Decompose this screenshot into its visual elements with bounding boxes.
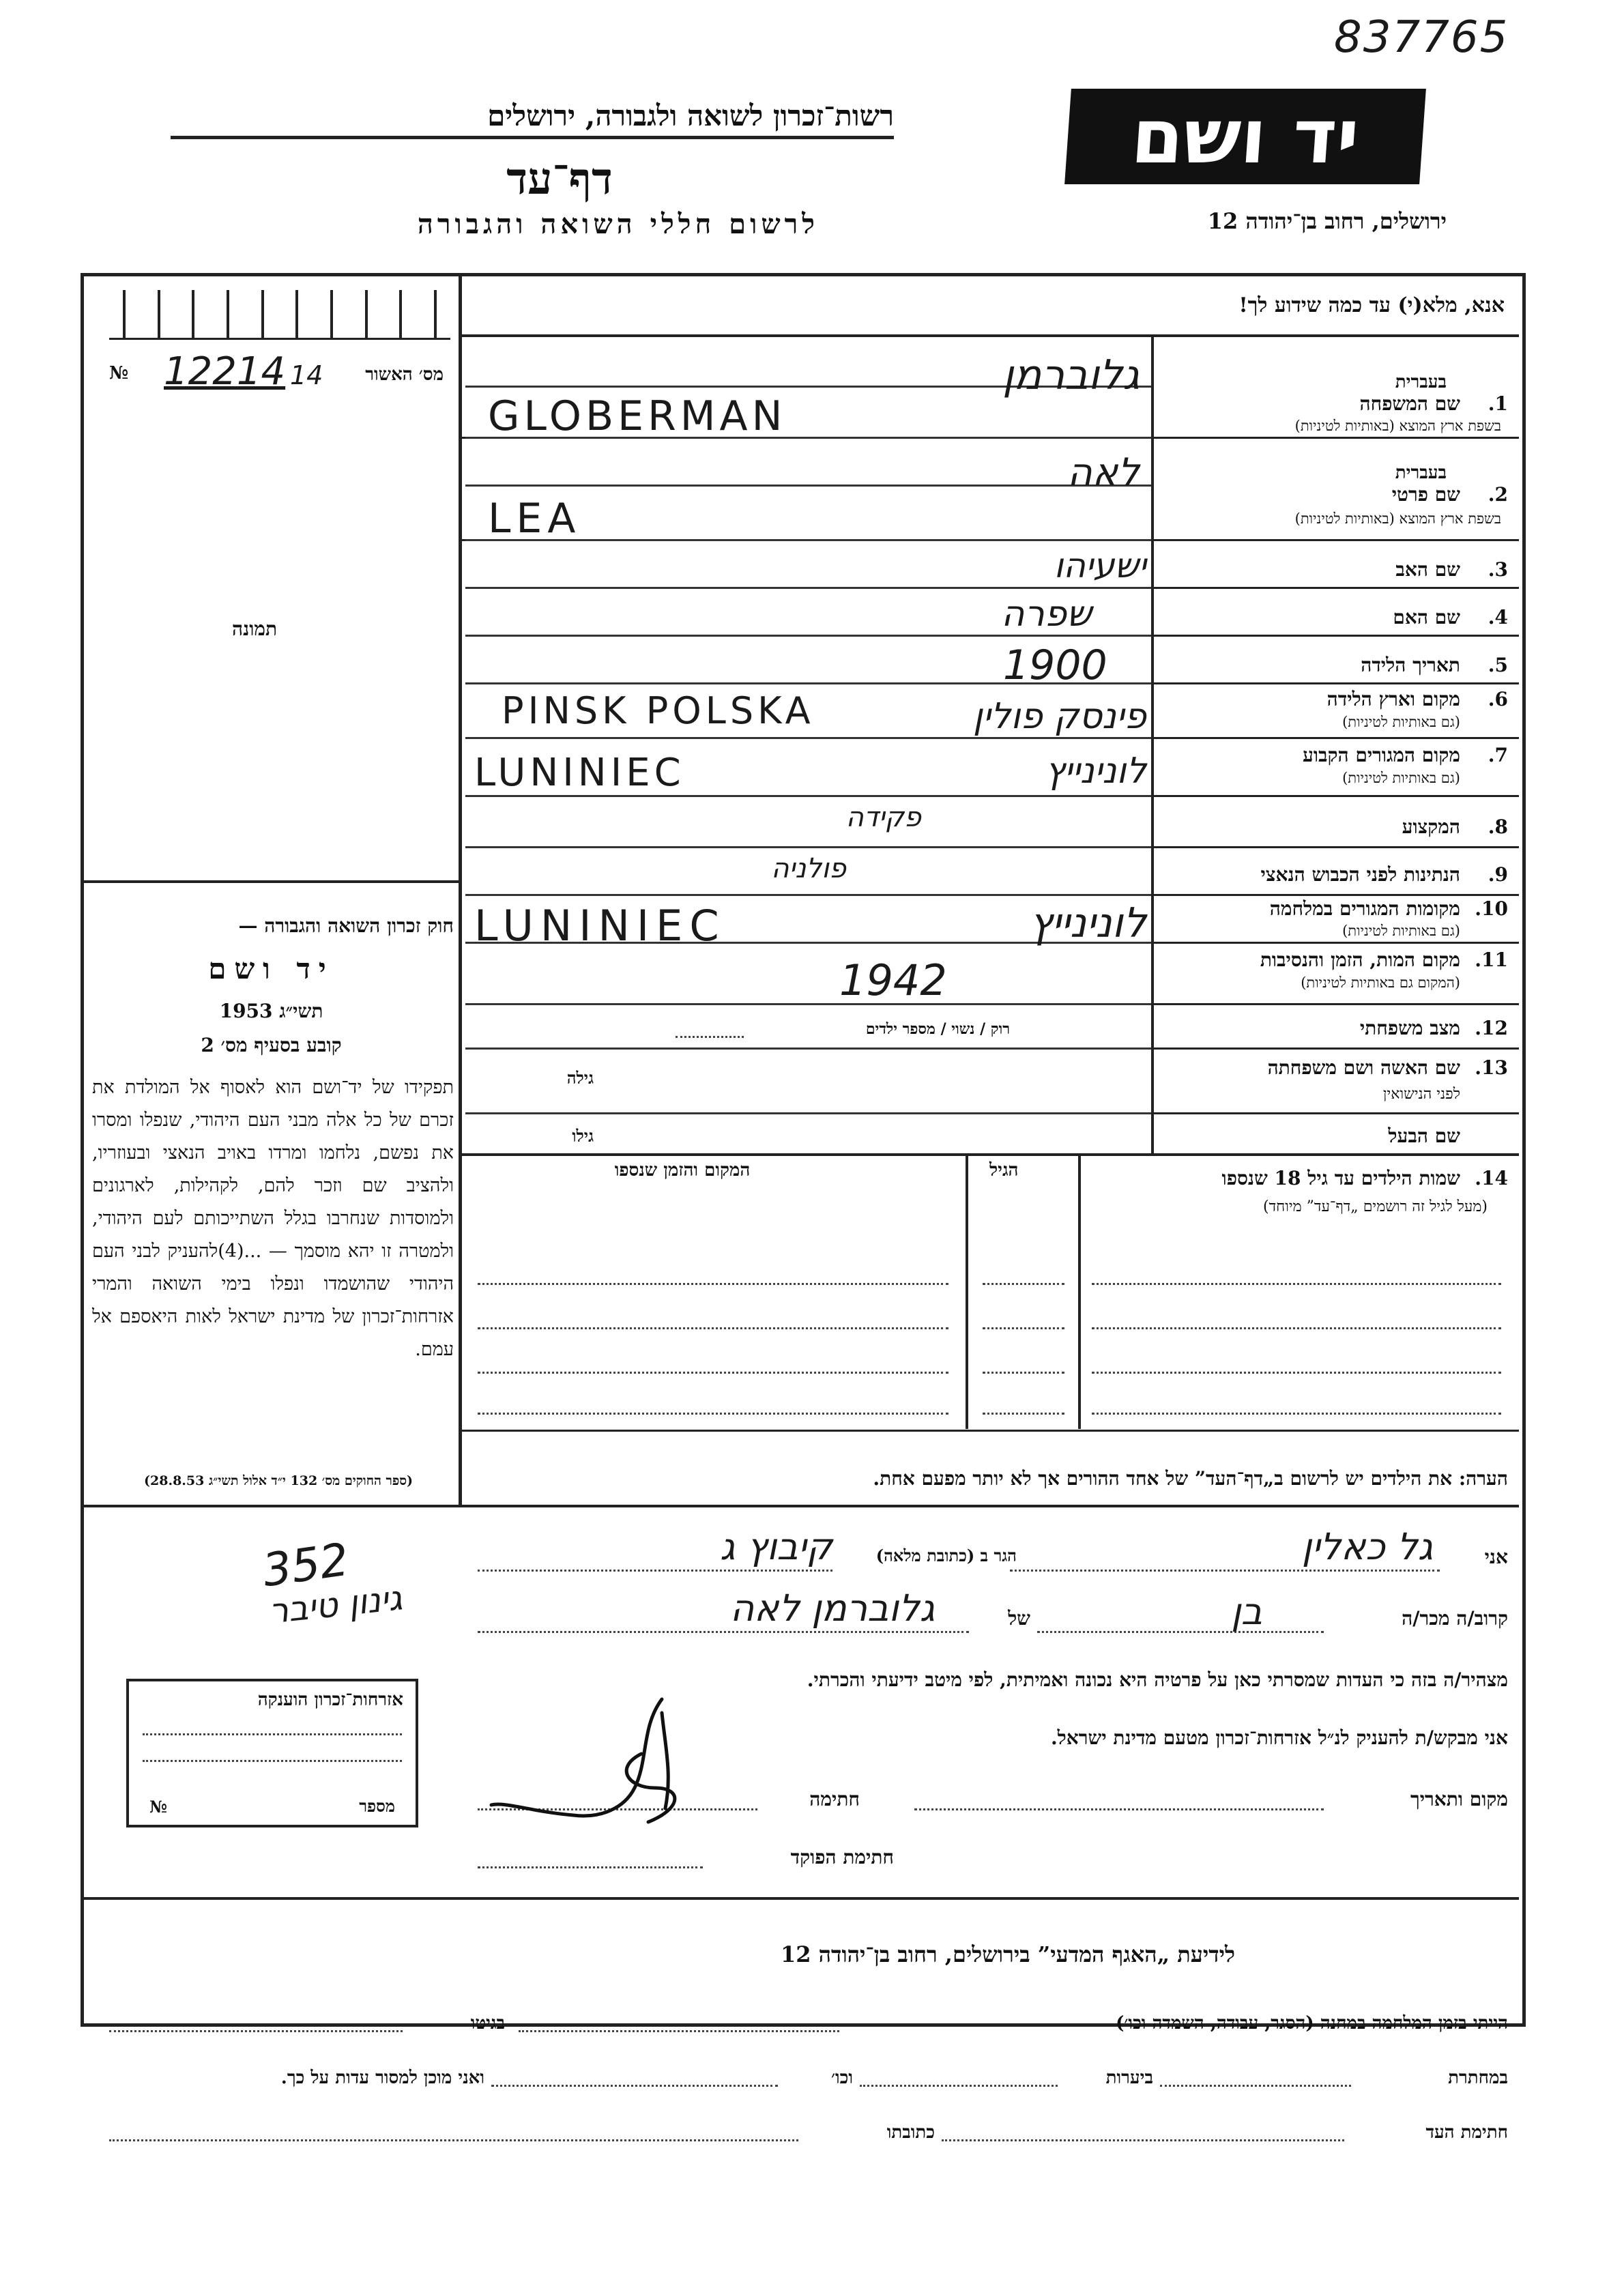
field-9-label: הנתינות לפני הכבוש הנאצי	[1260, 863, 1460, 886]
children-note: הערה: את הילדים יש לרשום ב„דף־העד” של אחד ההורים אך לא יותר מפעם אחת.	[873, 1467, 1508, 1490]
field-8-label: המקצוע	[1402, 815, 1460, 838]
field-11-num: 11.	[1475, 949, 1508, 971]
children-col-sep	[966, 1156, 968, 1429]
value-father: ישעיהו	[1054, 546, 1146, 586]
row-sep	[1154, 846, 1519, 848]
bottom-line2-d: ואני מוכן למסור עדות על כך.	[280, 2068, 484, 2088]
logo-text: יד ושם	[1128, 93, 1363, 180]
child-row	[478, 1327, 948, 1329]
decl-place-date: מקום ותאריך	[1410, 1788, 1508, 1810]
field-9-num: 9.	[1488, 863, 1508, 886]
bottom-line1-a: הייתי בזמן המלחמה במחנה (הסגר, עבודה, השמדה וכו׳)	[1116, 2013, 1508, 2034]
law-section: קובע בסעיף מס׳ 2	[201, 1034, 342, 1056]
child-row	[983, 1413, 1064, 1415]
value-birthplace-he: פינסק פולין	[972, 696, 1146, 737]
value-wartime-latin: LUNINIEC	[474, 901, 726, 951]
child-row	[983, 1327, 1064, 1329]
children-num: 14.	[1475, 1167, 1508, 1189]
left-panel-bottom	[84, 1505, 462, 1507]
bottom-title: לידיעת „האגף המדעי” בירושלים, רחוב בן־יהודה 12	[780, 1941, 1235, 1967]
form-subtitle: לרשום חללי השואה והגבורה	[417, 208, 819, 240]
decl-place-line	[914, 1808, 1324, 1810]
child-row	[478, 1413, 948, 1415]
value-line	[465, 737, 1151, 739]
decl-official-line	[478, 1866, 703, 1868]
field-1-label: שם המשפחה	[1359, 392, 1460, 415]
value-residence-he: לונינייץ	[1045, 751, 1146, 792]
field-12-options: רוק / נשוי / מספר ילדים	[865, 1020, 1010, 1038]
row-sep	[1154, 587, 1519, 589]
bottom-separator	[84, 1897, 1519, 1900]
field-6-label: מקום וארץ הלידה	[1326, 688, 1460, 710]
law-year: תשי״ג 1953	[219, 1000, 323, 1022]
child-row	[1092, 1283, 1501, 1285]
field-7-label: מקום המגורים הקבוע	[1303, 744, 1460, 766]
value-firstname-latin: LEA	[488, 495, 581, 543]
bottom-line2-a: במחתרת	[1448, 2068, 1508, 2088]
children-sub: (מעל לגיל זה רושמים „דף־עד” מיוחד)	[1263, 1198, 1488, 1215]
decl-address-line	[478, 1570, 832, 1572]
value-line	[465, 587, 1151, 589]
field-3-label: שם האב	[1395, 558, 1460, 581]
value-line	[465, 1112, 1151, 1114]
field-1-hebrew-tag: בעברית	[1395, 372, 1447, 392]
children-bottom	[462, 1430, 1519, 1432]
margin-note-text: גינון טיבר	[267, 1578, 405, 1632]
child-row	[1092, 1372, 1501, 1374]
decl-witness-name: גל כאלין	[1301, 1525, 1433, 1568]
field-12-dotted	[676, 1036, 744, 1038]
field-6-num: 6.	[1488, 688, 1508, 710]
witness-signature	[478, 1672, 703, 1849]
row-sep	[1154, 1047, 1519, 1050]
child-row	[983, 1283, 1064, 1285]
value-line	[465, 1003, 1151, 1005]
value-line	[465, 635, 1151, 637]
bottom-line1-b: בגיטו	[470, 2013, 505, 2034]
children-label: שמות הילדים עד גיל 18 שנספו	[1221, 1167, 1460, 1189]
bottom-line1-dots	[519, 2030, 839, 2032]
decl-resides: הגר ב (כתובת מלאה)	[875, 1546, 1017, 1565]
child-row	[1092, 1327, 1501, 1329]
stamp-number-label: מספר	[359, 1796, 395, 1816]
label-column-divider	[1151, 334, 1154, 1153]
form-title: דף־עד	[506, 154, 613, 205]
margin-note-number: 352	[259, 1533, 352, 1598]
photo-label: תמונה	[232, 618, 278, 640]
bottom-line3-dots	[942, 2139, 1344, 2141]
approval-suffix: 14	[290, 360, 323, 390]
field-5-num: 5.	[1488, 654, 1508, 676]
field-2-sub: בשפת ארץ המוצא (באותיות לטיניות)	[1294, 510, 1501, 527]
value-birthdate: 1900	[1003, 641, 1107, 689]
decl-victim-value: גלוברמן לאה	[730, 1587, 935, 1630]
law-ref: (ספר החוקים מס׳ 132 י״ד אלול תשי״ג 28.8.53)	[144, 1473, 413, 1488]
value-residence-latin: LUNINIEC	[474, 751, 685, 795]
intro-separator	[462, 334, 1519, 337]
decl-official-signature: חתימת הפוקד	[790, 1846, 894, 1868]
value-wartime-he: לונינייץ	[1029, 899, 1146, 947]
bottom-line3-b: כתובתו	[886, 2122, 935, 2143]
value-line	[465, 795, 1151, 797]
field-10-label: מקומות המגורים במלחמה	[1269, 897, 1460, 920]
archive-number: 837765	[1334, 12, 1509, 63]
bottom-line2-dots	[1160, 2085, 1351, 2087]
row-sep	[1154, 1112, 1519, 1114]
field-13-label: שם האשה ושם משפחתה	[1267, 1056, 1460, 1079]
approval-value: 12214	[164, 349, 286, 394]
value-surname-latin: GLOBERMAN	[488, 392, 787, 440]
field-1-num: 1.	[1488, 392, 1508, 415]
stamp-number-prefix: №	[149, 1797, 168, 1817]
field-12-label: מצב משפחתי	[1359, 1017, 1460, 1039]
field-2-num: 2.	[1488, 483, 1508, 506]
decl-statement: מצהיר/ה בזה כי העדות שמסרתי כאן על פרטיה היא נכונה ואמיתית, לפי מיטב ידיעתי והכרתי.	[807, 1668, 1508, 1691]
bottom-line2-c: וכו׳	[830, 2068, 853, 2088]
value-profession: פקידה	[845, 802, 921, 833]
bottom-line2-b: ביערות	[1105, 2068, 1153, 2088]
value-citizenship: פולניה	[771, 853, 846, 884]
decl-ani: אני	[1484, 1546, 1508, 1568]
bottom-line2-dots3	[491, 2085, 778, 2087]
bottom-line3-dots2	[109, 2139, 798, 2141]
field-11-sub: (המקום גם באותיות לטיניות)	[1301, 974, 1460, 991]
intro-line: אנא, מלא(י) עד כמה שידוע לך!	[1238, 293, 1505, 317]
note-bottom	[462, 1505, 1519, 1507]
field-8-num: 8.	[1488, 815, 1508, 838]
child-row	[983, 1372, 1064, 1374]
row-sep	[1154, 795, 1519, 797]
row-sep	[1154, 942, 1519, 944]
field-3-num: 3.	[1488, 558, 1508, 581]
approval-label: מס׳ האשור	[365, 364, 444, 385]
value-firstname-he: לאה	[1067, 450, 1140, 495]
citizenship-stamp-box	[126, 1679, 418, 1827]
value-birthplace-latin: PINSK POLSKA	[502, 689, 815, 732]
bottom-line1-dots2	[109, 2030, 403, 2032]
value-mother: שפרה	[1001, 594, 1092, 635]
law-title: חוק זכרון השואה והגבורה —	[238, 914, 454, 937]
field-1-sub: בשפת ארץ המוצא (באותיות לטיניות)	[1294, 418, 1501, 434]
law-text: תפקידו של יד־ושם הוא לאסוף אל המולדת את זכרם של כל אלה מבני העם היהודי, שנפלו ומסרו את נפשם, נלחמו ומרדו באויב הנאצי ובעוזריו, ולהציב שם וזכר להם, לקהילות, לארגונים ולמוסדות שנחרבו בגלל השתייכותם לעם היהודי, ולמטרה זו יהא מוסמך — ...(4)להעניק לבני העם היהודי שהושמדו ונפלו בימי השואה והמרי אזרחות־זכרון של מדינת ישראל לאות היאספם אל עמם.	[92, 1077, 454, 1360]
photo-bottom-border	[84, 880, 459, 883]
child-row	[478, 1372, 948, 1374]
field-5-label: תאריך הלידה	[1361, 654, 1460, 676]
approval-prefix: №	[109, 363, 129, 384]
field-6-sub: (גם באותיות לטיניות)	[1342, 714, 1460, 730]
child-row	[478, 1283, 948, 1285]
value-surname-he: גלוברמן	[1002, 351, 1140, 399]
value-line	[465, 894, 1151, 896]
field-4-num: 4.	[1488, 606, 1508, 628]
left-panel-divider	[459, 273, 462, 1505]
field-10-num: 10.	[1475, 897, 1508, 920]
decl-victim-line	[478, 1631, 969, 1633]
decl-request: אני מבקש/ת להעניק לנ״ל אזרחות־זכרון מטעם מדינת ישראל.	[1050, 1726, 1508, 1749]
field-2-label: שם פרטי	[1391, 483, 1460, 506]
row-sep	[1154, 894, 1519, 896]
husband-label: שם הבעל	[1388, 1125, 1460, 1147]
row-sep	[462, 1153, 1519, 1156]
stamp-title: אזרחות־זכרון הוענקה	[257, 1690, 403, 1710]
decl-signature-label: חתימה	[809, 1788, 860, 1810]
decl-address-value: קיבוץ ג	[720, 1525, 832, 1568]
approval-row	[102, 349, 450, 396]
field-13-num: 13.	[1475, 1056, 1508, 1079]
row-sep	[1154, 635, 1519, 637]
id-tick-boxes	[109, 290, 450, 340]
value-line	[465, 846, 1151, 848]
field-12-num: 12.	[1475, 1017, 1508, 1039]
row-sep	[1154, 682, 1519, 684]
field-11-label: מקום המות, הזמן והנסיבות	[1260, 949, 1460, 971]
decl-relative: קרוב/ה מכר/ה	[1402, 1607, 1508, 1630]
row-sep	[1154, 1003, 1519, 1005]
child-row	[1092, 1413, 1501, 1415]
logo	[1064, 89, 1426, 184]
field-10-sub: (גם באותיות לטיניות)	[1342, 923, 1460, 939]
row-sep	[1154, 737, 1519, 739]
law-name: יד ושם	[208, 952, 334, 985]
husband-age: גילו	[572, 1126, 594, 1146]
bottom-line3-a: חתימת העד	[1425, 2122, 1508, 2143]
children-col-sep	[1078, 1156, 1081, 1429]
decl-of: של	[1008, 1607, 1030, 1630]
children-col-age: הגיל	[989, 1160, 1019, 1181]
field-13-sub: לפני הנישואין	[1382, 1086, 1460, 1103]
field-7-sub: (גם באותיות לטיניות)	[1342, 770, 1460, 786]
field-4-label: שם האם	[1393, 606, 1460, 628]
children-col-place: המקום והזמן שנספו	[614, 1160, 751, 1181]
decl-relation-value: בן	[1231, 1590, 1262, 1633]
org-line: רשות־זכרון לשואה ולגבורה, ירושלים	[171, 99, 894, 139]
decl-name-line	[1010, 1570, 1440, 1572]
field-13-age: גילה	[566, 1068, 594, 1088]
value-death: 1942	[839, 955, 947, 1005]
value-line	[465, 1047, 1151, 1050]
bottom-line2-dots2	[860, 2085, 1058, 2087]
field-2-hebrew-tag: בעברית	[1395, 463, 1447, 483]
address: ירושלים, רחוב בן־יהודה 12	[1207, 208, 1447, 234]
field-7-num: 7.	[1488, 744, 1508, 766]
